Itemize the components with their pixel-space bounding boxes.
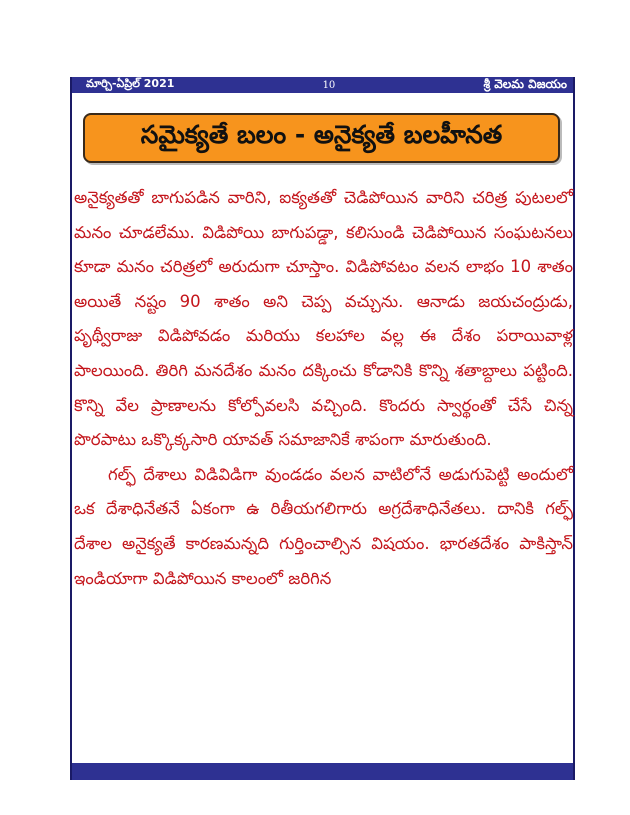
article-title: సమైక్యతే బలం - అనైక్యతే బలహీనత bbox=[140, 120, 503, 149]
header-bar bbox=[72, 77, 573, 93]
footer-bar bbox=[72, 763, 573, 780]
paragraph: అనైక్యతతో బాగుపడిన వారిని, ఐక్యతతో చెడిపోయిన వారిని చరిత్ర పుటలలో మనం చూడలేము. విడిపోయి బాగుపడ్డా, కలిసుండి చెడిపోయిన సంఘటనలు కూడా మనం చరిత్రలో అరుదుగా చూస్తాం. విడిపోవటం వలన లాభం 10 శాతం అయితే నష్టం 90 శాతం అని చెప్ప వచ్చును. ఆనాడు జయచంద్రుడు, పృథ్వీరాజు విడిపోవడం మరియు కలహాల వల్ల ఈ దేశం పరాయివాళ్ల పాలయింది. తిరిగి మనదేశం మనం దక్కించు కోడానికి కొన్ని శతాబ్దాలు పట్టింది. కొన్ని వేల ప్రాణాలను కోల్పోవలసి వచ్చింది. కొందరు స్వార్థంతో చేసే చిన్న పొరపాటు ఒక్కొక్కసారి యావత్ సమాజానికే శాపంగా మారుతుంది. bbox=[74, 188, 573, 450]
paragraph: గల్ఫ్ దేశాలు విడివిడిగా వుండడం వలన వాటిలోనే అడుగుపెట్టి అందులో ఒక దేశాధినేతనే ఏకంగా ఉ రితీయగలిగారు అగ్రదేశాధినేతలు. దానికి గల్ఫ్ దేశాల అనైక్యతే కారణమన్నది గుర్తించాల్సిన విషయం. భారతదేశం పాకిస్తాన్ ఇండియాగా విడిపోయిన కాలంలో జరిగిన bbox=[74, 464, 573, 588]
page-number: 10 bbox=[322, 79, 336, 91]
page-frame bbox=[70, 77, 575, 780]
magazine-name: శ్రీ వెలమ విజయం bbox=[483, 76, 567, 91]
article-title-box bbox=[83, 113, 560, 163]
article-body bbox=[74, 181, 573, 596]
issue-date: మార్చి-ఏప్రిల్ 2021 bbox=[86, 77, 175, 90]
